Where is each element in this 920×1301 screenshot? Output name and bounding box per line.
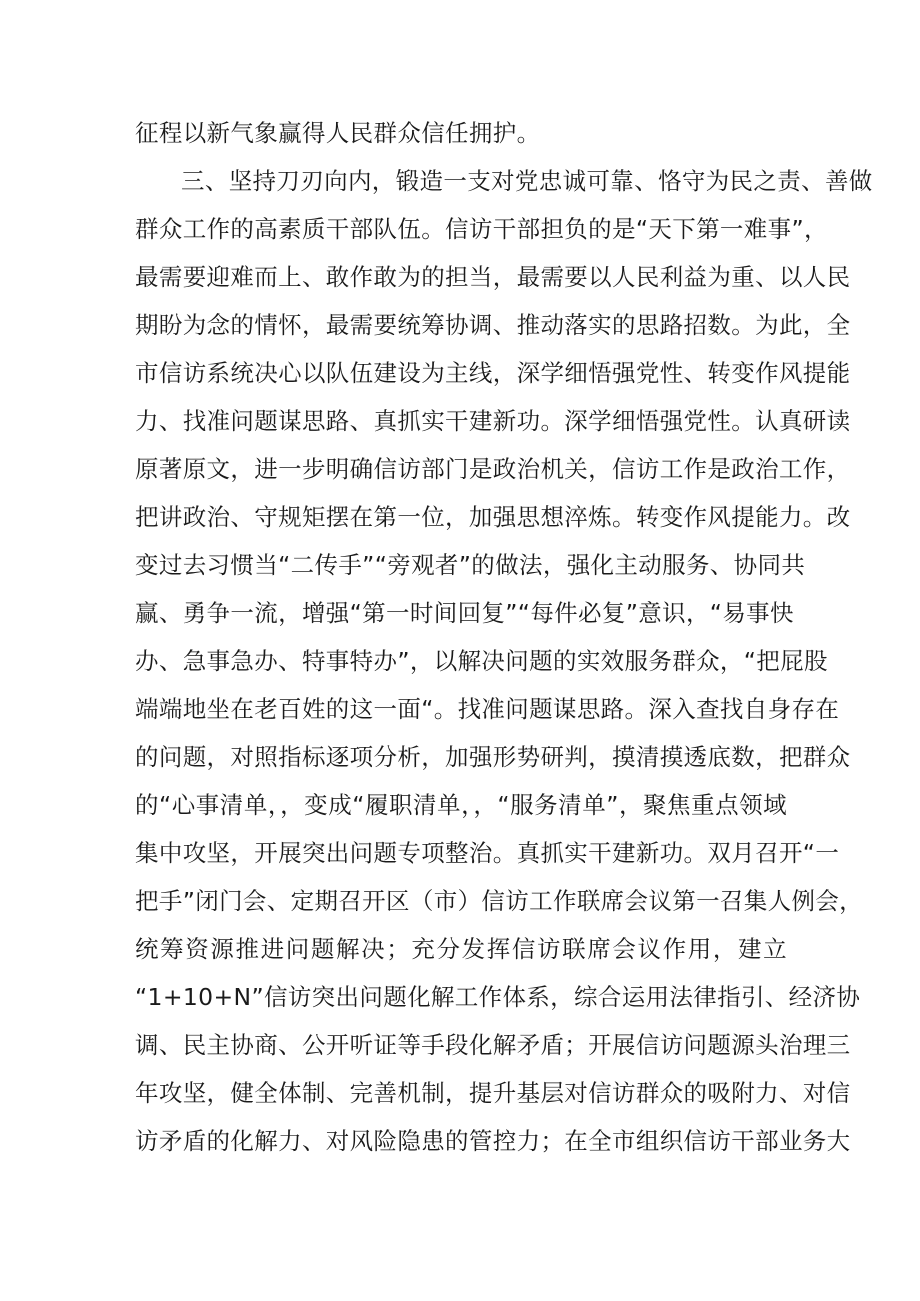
text-line: 最需要迎难而上、敢作敢为的担当，最需要以人民利益为重、以人民 xyxy=(135,263,851,291)
text-line: 集中攻坚，开展突出问题专项整治。真抓实干建新功。双月召开“一 xyxy=(135,839,840,867)
text-line: 的“心事清单，，变成“履职清单，，“服务清单”，聚焦重点领域 xyxy=(135,791,787,819)
text-line: “1+10+N”信访突出问题化解工作体系，综合运用法律指引、经济协 xyxy=(135,983,861,1011)
text-line: 三、坚持刀刃向内，锻造一支对党忠诚可靠、恪守为民之责、善做 xyxy=(181,167,873,195)
text-line: 统筹资源推进问题解决；充分发挥信访联席会议作用，建立 xyxy=(135,935,787,963)
text-line: 办、急事急办、特事特办”，以解决问题的实效服务群众，“把屁股 xyxy=(135,647,828,675)
text-line: 把讲政治、守规矩摆在第一位，加强思想淬炼。转变作风提能力。改 xyxy=(135,503,851,531)
text-line: 访矛盾的化解力、对风险隐患的管控力；在全市组织信访干部业务大 xyxy=(135,1127,851,1155)
text-line: 的问题，对照指标逐项分析，加强形势研判，摸清摸透底数，把群众 xyxy=(135,743,851,771)
text-line: 端端地坐在老百姓的这一面“。找准问题谋思路。深入查找自身存在 xyxy=(135,695,840,723)
text-line: 年攻坚，健全体制、完善机制，提升基层对信访群众的吸附力、对信 xyxy=(135,1079,851,1107)
text-line: 征程以新气象赢得人民群众信任拥护。 xyxy=(135,119,541,147)
text-line: 群众工作的高素质干部队伍。信访干部担负的是“天下第一难事”， xyxy=(135,215,828,243)
text-line: 力、找准问题谋思路、真抓实干建新功。深学细悟强党性。认真研读 xyxy=(135,407,851,435)
text-line: 赢、勇争一流，增强“第一时间回复”“每件必复”意识，“易事快 xyxy=(135,599,794,627)
text-line: 调、民主协商、公开听证等手段化解矛盾；开展信访问题源头治理三 xyxy=(135,1031,851,1059)
text-line: 市信访系统决心以队伍建设为主线，深学细悟强党性、转变作风提能 xyxy=(135,359,851,387)
text-line: 期盼为念的情怀，最需要统筹协调、推动落实的思路招数。为此，全 xyxy=(135,311,851,339)
text-line: 原著原文，进一步明确信访部门是政治机关，信访工作是政治工作， xyxy=(135,455,851,483)
text-line: 把手”闭门会、定期召开区（市）信访工作联席会议第一召集人例会， xyxy=(135,887,864,915)
text-line: 变过去习惯当“二传手”“旁观者”的做法，强化主动服务、协同共 xyxy=(135,551,806,579)
